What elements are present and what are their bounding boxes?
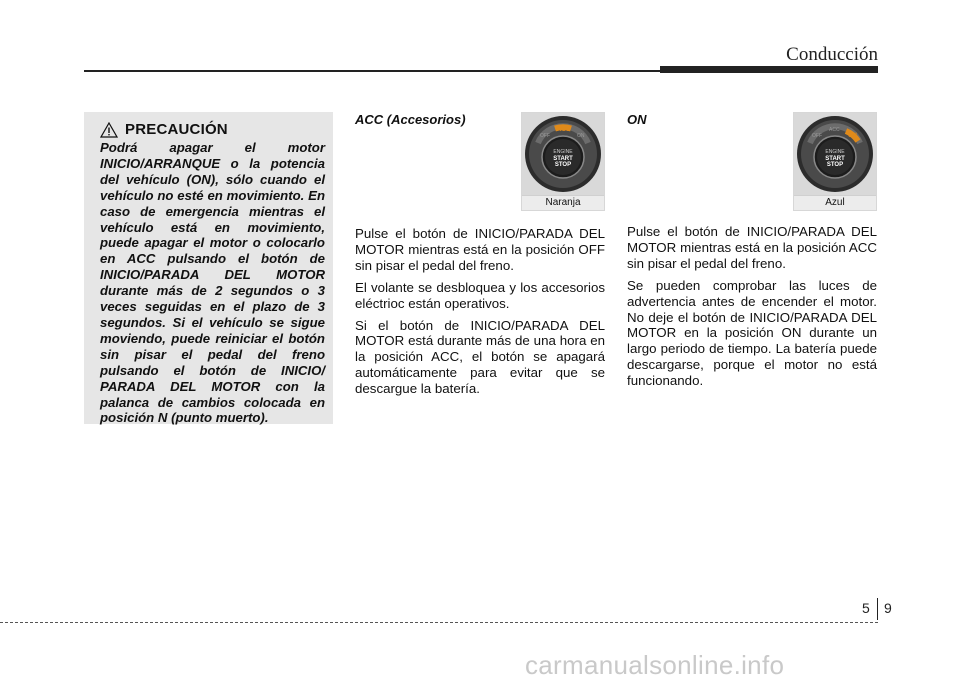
page-header-title: Conducción bbox=[786, 44, 878, 65]
caution-box bbox=[84, 112, 333, 424]
engine-start-button-on-image bbox=[794, 113, 876, 195]
button-label-start: START bbox=[553, 156, 573, 162]
caution-title: PRECAUCIÓN bbox=[125, 121, 228, 138]
on-body-text bbox=[627, 224, 877, 395]
button-label-stop: STOP bbox=[554, 162, 572, 168]
acc-button-photo bbox=[521, 112, 605, 211]
ring-label-on: ON bbox=[848, 133, 857, 139]
acc-photo-caption: Naranja bbox=[522, 195, 604, 210]
caution-heading bbox=[100, 121, 325, 138]
on-paragraph-1: Pulse el botón de INICIO/PARADA DEL MOTOR mientras está en la posición ACC sin pisar el pedal del freno. bbox=[627, 224, 877, 271]
on-photo-caption: Azul bbox=[794, 195, 876, 210]
engine-start-button-acc-image bbox=[522, 113, 604, 195]
caution-text: Podrá apagar el motor INICIO/ARRANQUE o la potencia del vehículo (ON), sólo cuando el vehículo no esté en movimiento. En caso de emergencia mientras el vehículo está en movimiento, puede apagar el motor o colocarlo en ACC pulsando el botón de INICIO/PARADA DEL MOTOR durante más de 2 segundos o 3 veces seguidas en el plazo de 3 segundos. Si el vehículo se sigue moviendo, puede reiniciar el botón sin pisar el pedal del freno pulsando el botón de INICIO/ PARADA DEL MOTOR con la palanca de cambios colocada en posición N (punto muerto). bbox=[100, 140, 325, 426]
on-button-photo bbox=[793, 112, 877, 211]
ring-label-off: OFF bbox=[812, 133, 822, 139]
page-number-separator bbox=[877, 598, 878, 620]
ring-label-acc: ACC bbox=[557, 127, 570, 133]
button-label-stop: STOP bbox=[826, 162, 844, 168]
acc-section-title: ACC (Accesorios) bbox=[355, 112, 466, 127]
watermark: carmanualsonline.info bbox=[525, 650, 785, 680]
ring-label-acc: ACC bbox=[829, 127, 840, 133]
warning-triangle-icon bbox=[100, 122, 118, 138]
header-rule bbox=[84, 70, 660, 72]
button-label-start: START bbox=[825, 156, 845, 162]
header-bar bbox=[660, 66, 878, 73]
ring-label-off: OFF bbox=[540, 133, 550, 139]
ring-label-on: ON bbox=[577, 133, 585, 139]
page-number-page: 9 bbox=[884, 600, 892, 616]
footer-rule bbox=[0, 622, 878, 623]
on-paragraph-2: Se pueden comprobar las luces de advertencia antes de encender el motor. No deje el botón de INICIO/PARADA DEL MOTOR en la posición ON durante un largo periodo de tiempo. La batería puede descargarse, porque el motor no está funcionando. bbox=[627, 277, 877, 389]
acc-paragraph-1: Pulse el botón de INICIO/PARADA DEL MOTOR mientras está en la posición OFF sin pisar el pedal del freno. bbox=[355, 226, 605, 273]
acc-paragraph-2: El volante se desbloquea y los accesorios eléctrioc están operativos. bbox=[355, 279, 605, 311]
acc-body-text bbox=[355, 226, 605, 403]
page-number-chapter: 5 bbox=[862, 600, 870, 616]
on-section-title: ON bbox=[627, 112, 647, 127]
acc-paragraph-3: Si el botón de INICIO/PARADA DEL MOTOR está durante más de una hora en la posición ACC, el botón se apagará automáticamente para evitar que se descargue la batería. bbox=[355, 317, 605, 397]
button-label-engine: ENGINE bbox=[825, 149, 845, 155]
button-label-engine: ENGINE bbox=[553, 149, 573, 155]
